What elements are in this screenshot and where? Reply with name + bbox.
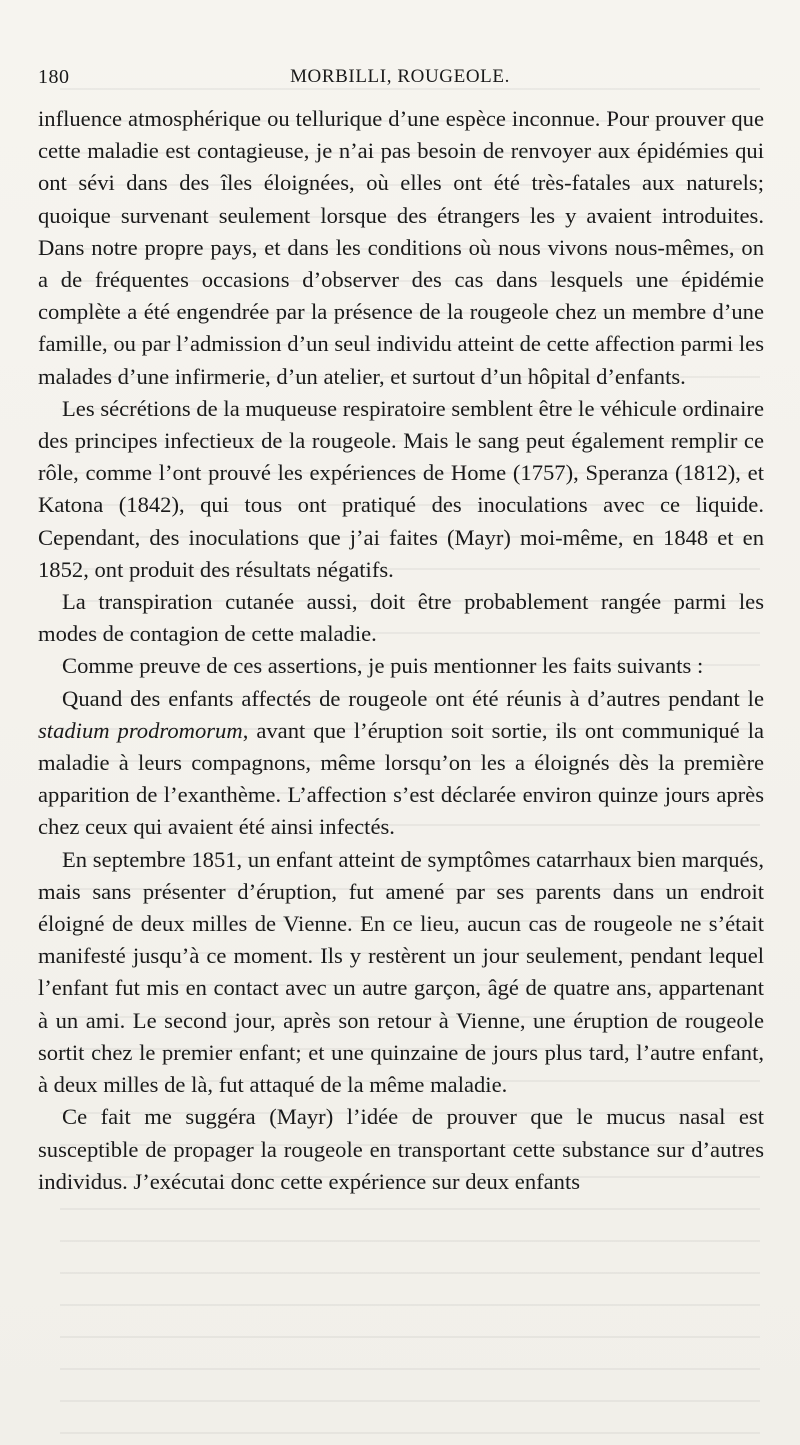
running-title: MORBILLI, ROUGEOLE. [290,66,510,87]
body-text [38,103,764,1198]
paragraph-5 [38,683,764,844]
paragraph-6: En septembre 1851, un enfant atteint de symptômes catarrhaux bien marqués, mais sans présenter d’éruption, fut amené par ses parents dans un endroit éloigné de deux milles de Vienne. En ce lieu, aucun cas de rougeole ne s’était manifesté jusqu’à ce moment. Ils y restèrent un jour seulement, pendant lequel l’enfant fut mis en contact avec un autre garçon, âgé de quatre ans, appartenant à un ami. Le second jour, après son retour à Vienne, une éruption de rougeole sortit chez le premier enfant; et une quinzaine de jours plus tard, l’autre enfant, à deux milles de là, fut attaqué de la même maladie. [38,846,764,1098]
latin-term: stadium prodromorum [38,717,243,743]
paragraph-1: influence atmosphérique ou tellurique d’une espèce inconnue. Pour prouver que cette maladie est contagieuse, je n’ai pas besoin de renvoyer aux épidémies qui ont sévi dans des îles éloignées, où elles ont été très-fatales aux naturels; quoique survenant seulement lorsque des étrangers les y avaient introduites. Dans notre propre pays, et dans les conditions où nous vivons nous-mêmes, on a de fréquentes occasions d’observer des cas dans lesquels une épidémie complète a été engendrée par la présence de la rougeole chez un membre d’une famille, ou par l’admission d’un seul individu atteint de cette affection parmi les malades d’une infirmerie, d’un atelier, et surtout d’un hôpital d’enfants. [38,106,764,389]
paragraph-5-text-b: , avant que l’éruption soit sortie, ils ont communiqué la maladie à leurs compagnons, même lorsqu’on les a éloignés dès la première apparition de l’exanthème. L’affection s’est déclarée environ quinze jours après chez ceux qui avaient été ainsi infectés. [38,717,765,840]
paragraph-3: La transpiration cutanée aussi, doit être probablement rangée parmi les modes de contagion de cette maladie. [38,589,764,647]
page-number: 180 [38,66,70,88]
paragraph-7: Ce fait me suggéra (Mayr) l’idée de prouver que le mucus nasal est susceptible de propager la rougeole en transportant cette substance sur d’autres individus. J’exécutai donc cette expérience sur deux enfants [38,1104,764,1194]
running-header [38,66,762,96]
paragraph-2: Les sécrétions de la muqueuse respiratoire semblent être le véhicule ordinaire des principes infectieux de la rougeole. Mais le sang peut également remplir ce rôle, comme l’ont prouvé les expériences de Home (1757), Speranza (1812), et Katona (1842), qui tous ont pratiqué des inoculations avec ce liquide. Cependant, des inoculations que j’ai faites (Mayr) moi-même, en 1848 et en 1852, ont produit des résultats négatifs. [38,395,764,582]
paragraph-5-text-a: Quand des enfants affectés de rougeole ont été réunis à d’autres pendant le [62,685,764,711]
paragraph-4: Comme preuve de ces assertions, je puis mentionner les faits suivants : [62,653,704,679]
